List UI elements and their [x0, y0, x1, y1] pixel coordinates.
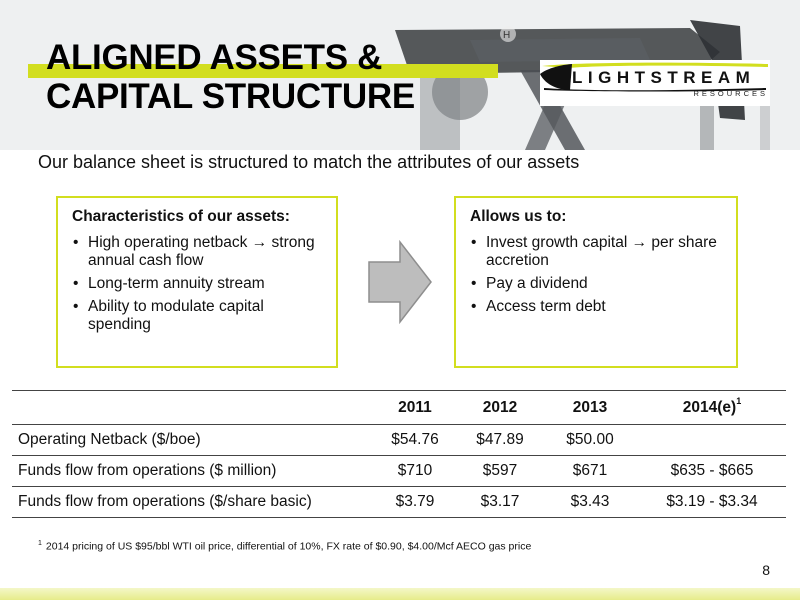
page-title: [46, 38, 506, 116]
asset-characteristics-list: [72, 234, 322, 334]
table-header-2012: 2012: [458, 391, 542, 425]
asset-characteristics-box: [56, 196, 338, 368]
logo-wordmark: LIGHTSTREAM: [572, 68, 756, 87]
footnote-number: 1: [38, 540, 42, 547]
table-row: [12, 425, 786, 456]
table-cell: $3.79: [372, 487, 458, 518]
table-cell: $54.76: [372, 425, 458, 456]
table-cell: $597: [458, 456, 542, 487]
financial-table: [12, 390, 786, 518]
row-label: Funds flow from operations ($/share basic): [12, 487, 372, 518]
allows-us-to-list: [470, 234, 722, 316]
table-header-2014e-label: 2014(e): [682, 399, 737, 417]
list-item: • Invest growth capital → per share accretion: [470, 234, 722, 270]
list-item: • Access term debt: [470, 298, 722, 316]
list-item: • Ability to modulate capital spending: [72, 298, 322, 334]
list-item: • High operating netback → strong annual cash flow: [72, 234, 322, 270]
footnote-text: 2014 pricing of US $95/bbl WTI oil price, differential of 10%, FX rate of $0.90, $4.00/Mcf AECO gas price: [45, 540, 532, 553]
table-cell: $3.17: [458, 487, 542, 518]
table-header-2011: 2011: [372, 391, 458, 425]
row-label: Operating Netback ($/boe): [12, 425, 372, 456]
table-cell: $635 - $665: [638, 456, 786, 487]
slide-subtitle: Our balance sheet is structured to match the attributes of our assets: [38, 152, 580, 172]
footnote: [38, 540, 758, 553]
page-title-line-2: CAPITAL STRUCTURE: [46, 77, 415, 116]
logo-subtext: RESOURCES: [693, 89, 768, 98]
allows-us-to-heading: Allows us to:: [470, 208, 567, 225]
table-cell: $3.19 - $3.34: [638, 487, 786, 518]
allows-us-to-box: [454, 196, 738, 368]
page-title-line-1: ALIGNED ASSETS &: [46, 38, 383, 77]
table-cell: $710: [372, 456, 458, 487]
svg-text:H: H: [503, 30, 511, 41]
table-header-2013: 2013: [542, 391, 638, 425]
table-cell: $671: [542, 456, 638, 487]
table-header-row: [12, 391, 786, 425]
table-cell: [638, 425, 786, 456]
table-header-blank: [12, 391, 372, 425]
table-row: [12, 487, 786, 518]
table-cell: $3.43: [542, 487, 638, 518]
company-logo: [540, 60, 770, 106]
footer-accent-line: [0, 588, 800, 600]
footnote-marker: 1: [736, 395, 742, 406]
table-header-2014e: [638, 391, 786, 425]
table-cell: $50.00: [542, 425, 638, 456]
list-item: • Pay a dividend: [470, 275, 722, 293]
asset-characteristics-heading: Characteristics of our assets:: [72, 208, 290, 225]
table-row: [12, 456, 786, 487]
list-item: • Long-term annuity stream: [72, 275, 322, 293]
table-cell: $47.89: [458, 425, 542, 456]
page-number: 8: [762, 562, 770, 578]
right-arrow-icon: [368, 240, 432, 324]
row-label: Funds flow from operations ($ million): [12, 456, 372, 487]
